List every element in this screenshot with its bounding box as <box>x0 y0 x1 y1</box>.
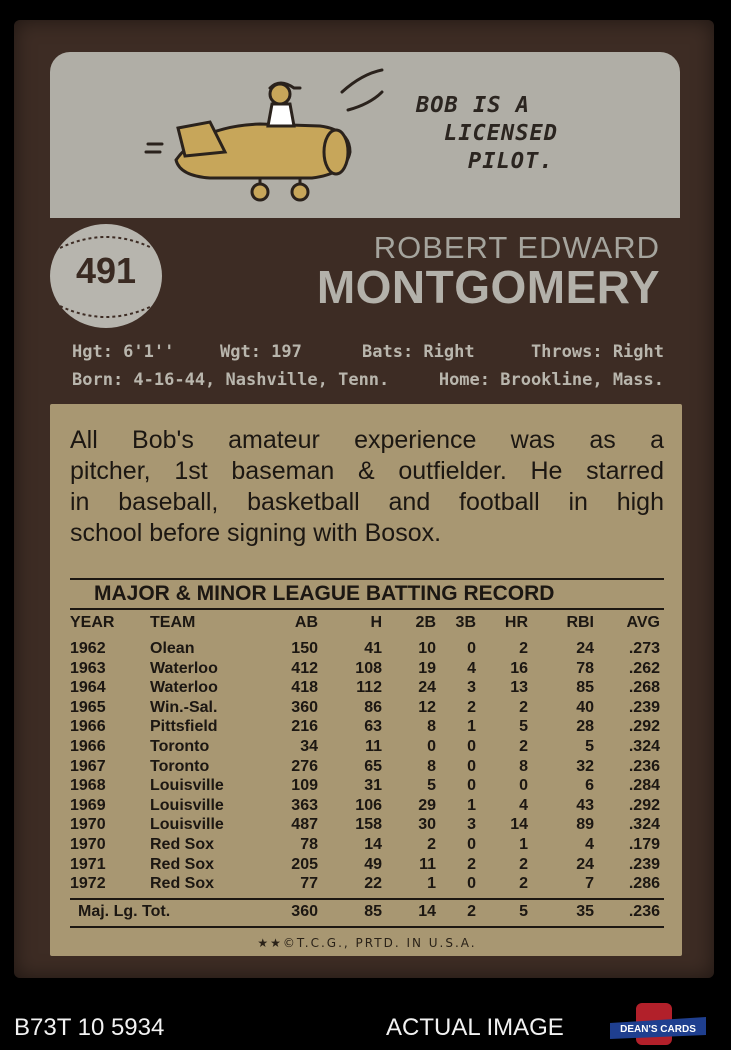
born: Born: 4-16-44, Nashville, Tenn. <box>72 370 390 390</box>
cell-hr: 16 <box>510 659 528 677</box>
cell-ab: 360 <box>291 698 318 716</box>
cell-2b: 2 <box>427 836 436 853</box>
cert-number: B73T 10 5934 <box>14 1014 165 1041</box>
cell-2b: 1 <box>427 875 436 893</box>
cell-hr: 4 <box>519 796 528 814</box>
home: Home: Brookline, Mass. <box>438 370 664 390</box>
cell-avg: .292 <box>628 796 660 814</box>
cell-h: 31 <box>364 777 382 795</box>
cell-year: 1966 <box>70 738 106 755</box>
cell-2b: 8 <box>427 718 436 736</box>
cell-year: 1970 <box>70 836 106 853</box>
cell-hr: 8 <box>519 757 528 775</box>
cell-h: 22 <box>364 875 382 893</box>
cell-h: 158 <box>355 816 382 834</box>
cell-h: 41 <box>364 640 382 657</box>
cell-rbi: 6 <box>585 777 594 795</box>
cell-ab: 363 <box>291 796 318 814</box>
cell-hr: 13 <box>510 679 528 697</box>
cell-2b: 5 <box>427 777 436 795</box>
totals-3b: 2 <box>467 903 476 920</box>
totals-hr: 5 <box>519 903 528 920</box>
cell-year: 1968 <box>70 777 106 795</box>
cell-avg: .324 <box>628 816 660 834</box>
header-team: TEAM <box>150 614 196 631</box>
cell-team: Red Sox <box>150 875 215 893</box>
bio-line: pitcher, 1st baseman & outfielder. He starred <box>70 457 664 485</box>
cell-2b: 30 <box>418 816 436 834</box>
header-year: YEAR <box>70 614 115 631</box>
height: Hgt: 6'1'' <box>72 342 175 362</box>
cell-h: 49 <box>364 855 382 873</box>
cell-rbi: 85 <box>576 679 594 697</box>
throws: Throws: Right <box>530 342 664 362</box>
cell-rbi: 89 <box>576 816 594 834</box>
caption-line: BOB IS A <box>416 93 530 118</box>
cell-ab: 109 <box>291 777 318 795</box>
cell-team: Waterloo <box>150 659 218 677</box>
totals-h: 85 <box>364 903 382 920</box>
cell-3b: 4 <box>467 659 476 677</box>
bio-text <box>70 425 664 549</box>
cell-team: Pittsfield <box>150 718 218 736</box>
cell-year: 1969 <box>70 796 106 814</box>
totals-label: Maj. Lg. Tot. <box>78 903 171 920</box>
cell-avg: .268 <box>628 679 660 697</box>
cell-team: Toronto <box>150 757 210 775</box>
cell-year: 1963 <box>70 659 106 677</box>
cell-h: 106 <box>355 796 382 814</box>
totals-ab: 360 <box>291 903 318 920</box>
cell-hr: 1 <box>519 836 528 853</box>
cell-ab: 34 <box>300 738 318 755</box>
player-last-name: MONTGOMERY <box>316 261 660 313</box>
cell-year: 1967 <box>70 757 106 775</box>
cell-team: Win.-Sal. <box>150 698 218 716</box>
cell-team: Louisville <box>150 816 224 834</box>
cell-3b: 2 <box>467 698 476 716</box>
bio-line: in baseball, basketball and football in high <box>70 488 664 516</box>
cell-2b: 11 <box>419 855 436 873</box>
cell-avg: .273 <box>628 640 660 657</box>
cell-team: Waterloo <box>150 679 218 697</box>
header-h: H <box>370 614 382 631</box>
header-3b: 3B <box>455 614 476 631</box>
player-first-name: ROBERT EDWARD <box>373 230 660 265</box>
cell-rbi: 5 <box>585 738 594 755</box>
cell-year: 1970 <box>70 816 106 834</box>
cell-3b: 1 <box>467 796 476 814</box>
totals-avg: .236 <box>628 903 660 920</box>
cell-ab: 412 <box>291 659 318 677</box>
cell-hr: 2 <box>519 640 528 657</box>
cell-year: 1971 <box>70 855 106 873</box>
cell-team: Louisville <box>150 777 224 795</box>
table-title-rule <box>70 608 664 610</box>
actual-image-label: ACTUAL IMAGE <box>386 1014 564 1041</box>
cell-rbi: 7 <box>585 875 594 893</box>
totals-rule <box>70 898 664 900</box>
cell-team: Louisville <box>150 796 224 814</box>
cell-h: 14 <box>364 836 382 853</box>
cell-h: 65 <box>364 757 382 775</box>
cell-ab: 216 <box>291 718 318 736</box>
cell-2b: 12 <box>418 698 436 716</box>
cell-year: 1965 <box>70 698 106 716</box>
cell-h: 86 <box>364 698 382 716</box>
cell-2b: 10 <box>418 640 436 657</box>
cell-3b: 3 <box>467 679 476 697</box>
totals-bottom-rule <box>70 926 664 928</box>
cell-team: Red Sox <box>150 855 215 873</box>
cell-ab: 150 <box>291 640 318 657</box>
cell-team: Olean <box>150 640 195 657</box>
totals-rbi: 35 <box>576 903 594 920</box>
cell-hr: 2 <box>519 698 528 716</box>
table-top-rule <box>70 578 664 580</box>
cell-hr: 0 <box>519 777 528 795</box>
cell-avg: .284 <box>628 777 660 795</box>
cell-hr: 2 <box>519 855 528 873</box>
cell-3b: 0 <box>467 777 476 795</box>
cell-avg: .236 <box>628 757 660 775</box>
cell-3b: 0 <box>467 640 476 657</box>
cell-hr: 2 <box>519 738 528 755</box>
cell-avg: .239 <box>628 855 660 873</box>
cell-2b: 0 <box>427 738 436 755</box>
cell-avg: .179 <box>628 836 660 853</box>
cell-hr: 14 <box>510 816 528 834</box>
cell-hr: 5 <box>519 718 528 736</box>
cell-rbi: 4 <box>585 836 594 853</box>
cell-3b: 0 <box>467 836 476 853</box>
cell-hr: 2 <box>519 875 528 893</box>
cell-avg: .286 <box>628 875 660 893</box>
cell-avg: .262 <box>628 659 660 677</box>
cell-3b: 0 <box>467 738 476 755</box>
cell-rbi: 28 <box>576 718 594 736</box>
cell-3b: 0 <box>467 757 476 775</box>
cell-team: Toronto <box>150 738 210 755</box>
header-rbi: RBI <box>566 614 594 631</box>
cell-ab: 77 <box>300 875 318 893</box>
deans-cards-logo <box>610 1003 706 1045</box>
caption-line: PILOT. <box>468 149 554 174</box>
cell-rbi: 24 <box>576 855 594 873</box>
cell-2b: 24 <box>418 679 436 697</box>
weight: Wgt: 197 <box>220 342 302 362</box>
svg-text:DEAN'S CARDS: DEAN'S CARDS <box>620 1024 696 1035</box>
cell-ab: 78 <box>300 836 318 853</box>
header-2b: 2B <box>415 614 436 631</box>
cell-h: 63 <box>364 718 382 736</box>
cell-h: 108 <box>355 659 382 677</box>
cell-2b: 29 <box>418 796 436 814</box>
cell-2b: 8 <box>427 757 436 775</box>
cell-3b: 3 <box>467 816 476 834</box>
cell-year: 1966 <box>70 718 106 736</box>
totals-2b: 14 <box>418 903 436 920</box>
cell-h: 112 <box>356 679 382 697</box>
caption-line: LICENSED <box>444 121 558 146</box>
card-number: 491 <box>75 250 137 291</box>
cell-3b: 2 <box>467 855 476 873</box>
copyright-line: ★★©T.C.G., PRTD. IN U.S.A. <box>257 936 477 950</box>
cell-3b: 0 <box>467 875 476 893</box>
cell-team: Red Sox <box>150 836 215 853</box>
cell-rbi: 40 <box>576 698 594 716</box>
cell-rbi: 32 <box>576 757 594 775</box>
cell-year: 1972 <box>70 875 106 893</box>
cell-rbi: 78 <box>576 659 594 677</box>
cell-2b: 19 <box>418 659 436 677</box>
header-ab: AB <box>294 614 318 631</box>
record-title: MAJOR & MINOR LEAGUE BATTING RECORD <box>94 582 555 605</box>
cell-avg: .324 <box>628 738 660 755</box>
header-hr: HR <box>504 614 528 631</box>
cartoon-caption <box>416 92 636 176</box>
cell-ab: 418 <box>291 679 318 697</box>
cell-rbi: 43 <box>576 796 594 814</box>
cell-ab: 487 <box>291 816 318 834</box>
bats: Bats: Right <box>362 342 475 362</box>
cell-ab: 276 <box>291 757 318 775</box>
header-avg: AVG <box>626 614 660 631</box>
bio-line: school before signing with Bosox. <box>70 519 442 547</box>
cell-year: 1964 <box>70 679 106 697</box>
cell-h: 11 <box>365 738 382 755</box>
cell-rbi: 24 <box>576 640 594 657</box>
cell-year: 1962 <box>70 640 106 657</box>
cell-avg: .239 <box>628 698 660 716</box>
cell-ab: 205 <box>291 855 318 873</box>
cell-avg: .292 <box>628 718 660 736</box>
cell-3b: 1 <box>467 718 476 736</box>
bio-line: All Bob's amateur experience was as a <box>70 426 664 454</box>
